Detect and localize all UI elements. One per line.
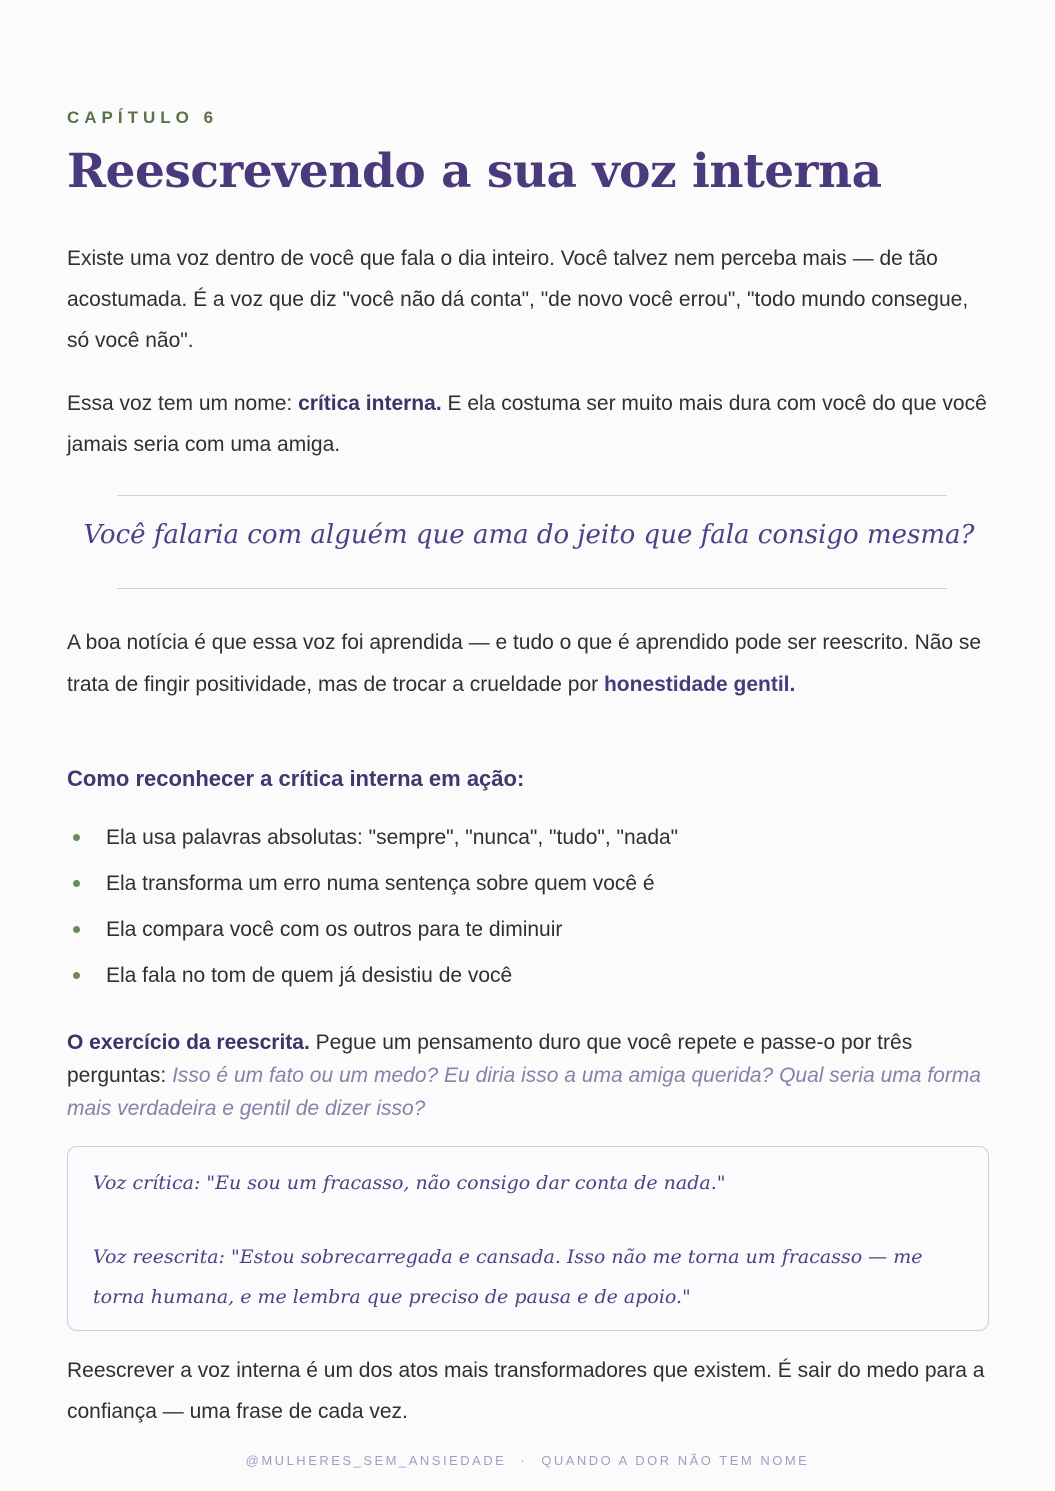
intro-paragraph: Existe uma voz dentro de você que fala o dia inteiro. Você talvez nem perceba mais — de tão acostumada. É a voz que diz "você não dá conta", "de novo você errou", "todo mundo consegue, só você não".	[67, 247, 969, 352]
chapter-label: CAPÍTULO 6	[67, 108, 219, 127]
list-item	[67, 910, 678, 956]
page-footer	[0, 1453, 1055, 1468]
para2-before: Essa voz tem um nome:	[67, 392, 299, 415]
bullet-dot-icon	[73, 972, 80, 979]
exercise-heading: O exercício da reescrita.	[67, 1031, 310, 1054]
pull-quote: Você falaria com alguém que ama do jeito que fala consigo mesma?	[83, 520, 975, 550]
list-item	[67, 818, 678, 864]
exercise-questions: Isso é um fato ou um medo? Eu diria isso a uma amiga querida? Qual seria uma forma mais verdadeira e gentil de dizer isso?	[67, 1064, 981, 1120]
quote-top-divider	[117, 495, 947, 496]
chapter-title: Reescrevendo a sua voz interna	[67, 144, 882, 199]
para3-before: A boa notícia é que essa voz foi aprendida — e tudo o que é aprendido pode ser reescrito. Não se trata de fingir positividade, mas de trocar a crueldade por	[67, 631, 982, 696]
footer-book-title: QUANDO A DOR NÃO TEM NOME	[541, 1453, 810, 1468]
inner-critic-term: crítica interna.	[298, 392, 442, 415]
list-item-text: Ela compara você com os outros para te diminuir	[106, 918, 563, 941]
recognize-subheading: Como reconhecer a crítica interna em ação:	[67, 766, 525, 791]
list-item-text: Ela transforma um erro numa sentença sobre quem você é	[106, 872, 655, 895]
exercise-text: Pegue um pensamento duro que você repete e passe-o por três perguntas:	[67, 1031, 913, 1087]
gentle-honesty-term: honestidade gentil.	[603, 673, 796, 696]
bullet-dot-icon	[73, 834, 80, 841]
list-item-text: Ela fala no tom de quem já desistiu de você	[106, 964, 513, 987]
exercise-paragraph	[67, 1026, 991, 1125]
list-item	[67, 864, 678, 910]
rewritten-voice-example: Voz reescrita: "Estou sobrecarregada e cansada. Isso não me torna um fracasso — me torna humana, e me lembra que preciso de pausa e de apoio."	[93, 1246, 923, 1308]
footer-separator: ·	[520, 1453, 528, 1468]
inner-critic-paragraph	[67, 383, 991, 465]
list-item	[67, 956, 678, 1002]
bullet-dot-icon	[73, 926, 80, 933]
footer-handle: @MULHERES_SEM_ANSIEDADE	[245, 1453, 507, 1468]
bullet-dot-icon	[73, 880, 80, 887]
good-news-paragraph	[67, 622, 991, 706]
quote-bottom-divider	[117, 588, 947, 589]
critic-signs-list	[67, 818, 678, 1002]
para2-after: E ela costuma ser muito mais dura com você do que você jamais seria com uma amiga.	[67, 392, 987, 456]
critical-voice-example: Voz crítica: "Eu sou um fracasso, não consigo dar conta de nada."	[93, 1172, 726, 1194]
list-item-text: Ela usa palavras absolutas: "sempre", "nunca", "tudo", "nada"	[106, 826, 679, 849]
closing-paragraph: Reescrever a voz interna é um dos atos mais transformadores que existem. É sair do medo para a confiança — uma frase de cada vez.	[67, 1359, 985, 1423]
example-box	[67, 1146, 989, 1331]
